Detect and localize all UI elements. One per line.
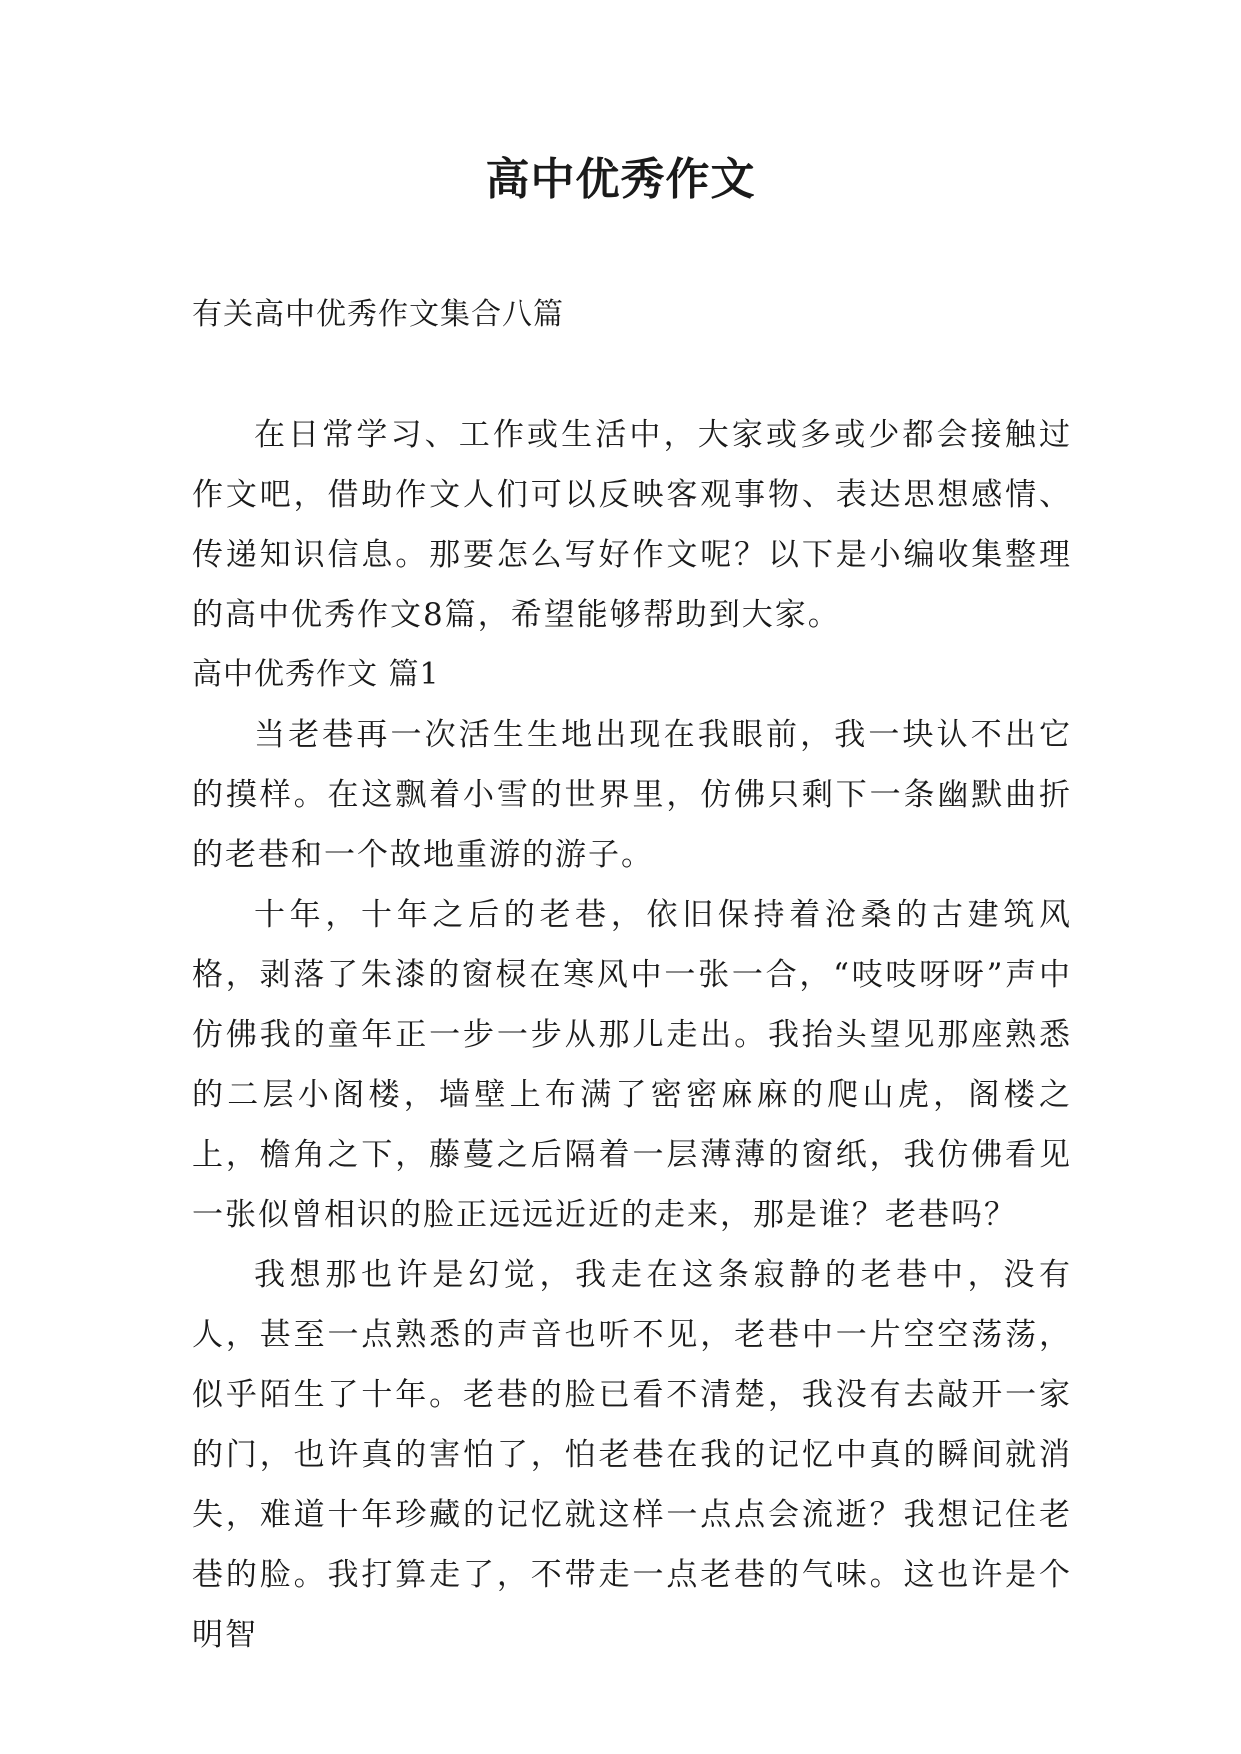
body-paragraph-3: 我想那也许是幻觉，我走在这条寂静的老巷中，没有人，甚至一点熟悉的声音也听不见，老巷中一片空空荡荡，似乎陌生了十年。老巷的脸已看不清楚，我没有去敲开一家的门，也许真的害怕了，怕老巷在我的记忆中真的瞬间就消失，难道十年珍藏的记忆就这样一点点会流逝？我想记住老巷的脸。我打算走了，不带走一点老巷的气味。这也许是个明智 bbox=[192, 1257, 1072, 1653]
document-subtitle: 有关高中优秀作文集合八篇 bbox=[192, 297, 564, 332]
document-title: 高中优秀作文 bbox=[485, 154, 756, 205]
body-paragraph-1: 当老巷再一次活生生地出现在我眼前，我一块认不出它的摸样。在这飘着小雪的世界里，仿佛只剩下一条幽默曲折的老巷和一个故地重游的游子。 bbox=[192, 717, 1072, 873]
intro-paragraph: 在日常学习、工作或生活中，大家或多或少都会接触过作文吧，借助作文人们可以反映客观事物、表达思想感情、传递知识信息。那要怎么写好作文呢？以下是小编收集整理的高中优秀作文8篇，希望能够帮助到大家。 bbox=[192, 417, 1072, 633]
section-heading: 高中优秀作文 篇1 bbox=[192, 657, 440, 692]
body-paragraph-2: 十年，十年之后的老巷，依旧保持着沧桑的古建筑风格，剥落了朱漆的窗棂在寒风中一张一合，“吱吱呀呀”声中仿佛我的童年正一步一步从那儿走出。我抬头望见那座熟悉的二层小阁楼，墙壁上布满了密密麻麻的爬山虎，阁楼之上，檐角之下，藤蔓之后隔着一层薄薄的窗纸，我仿佛看见一张似曾相识的脸正远远近近的走来，那是谁？老巷吗？ bbox=[192, 897, 1072, 1233]
document-body bbox=[192, 405, 1072, 1665]
